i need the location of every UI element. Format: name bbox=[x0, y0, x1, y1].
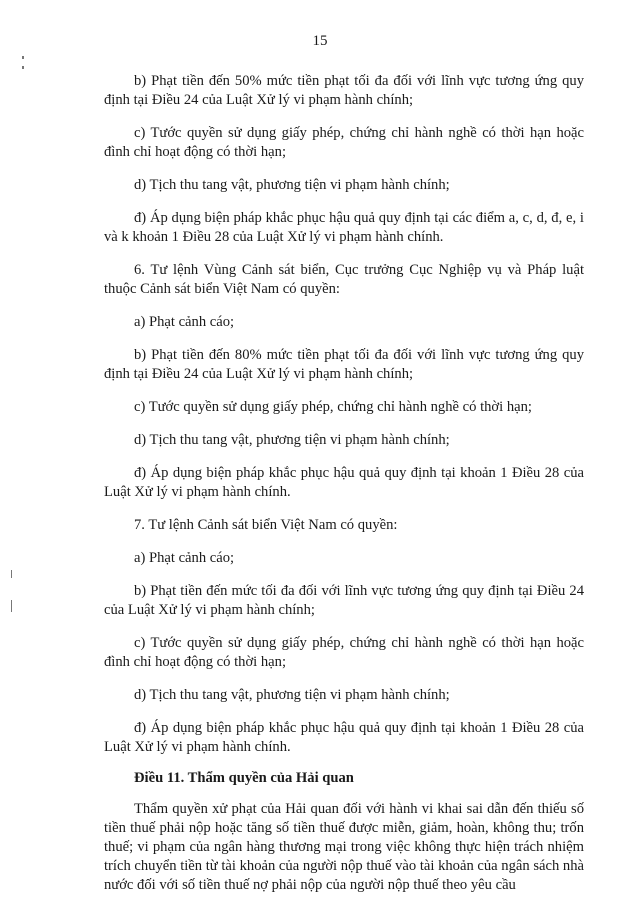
paragraph: d) Tịch thu tang vật, phương tiện vi phạm hành chính; bbox=[134, 687, 450, 703]
paragraph: c) Tước quyền sử dụng giấy phép, chứng chỉ hành nghề có thời hạn hoặc đình chỉ hoạt động có thời hạn; bbox=[104, 635, 584, 670]
paragraph: 7. Tư lệnh Cảnh sát biển Việt Nam có quyền: bbox=[134, 517, 398, 533]
paragraph: b) Phạt tiền đến 80% mức tiền phạt tối đa đối với lĩnh vực tương ứng quy định tại Điều 24 của Luật Xử lý vi phạm hành chính; bbox=[104, 347, 584, 382]
paragraph: c) Tước quyền sử dụng giấy phép, chứng chỉ hành nghề có thời hạn hoặc đình chỉ hoạt động có thời hạn; bbox=[104, 125, 584, 160]
paragraph: đ) Áp dụng biện pháp khắc phục hậu quả quy định tại khoản 1 Điều 28 của Luật Xử lý vi phạm hành chính. bbox=[104, 720, 584, 755]
article-heading: Điều 11. Thẩm quyền của Hải quan bbox=[134, 770, 354, 786]
paragraph: a) Phạt cảnh cáo; bbox=[134, 314, 235, 330]
paragraph: đ) Áp dụng biện pháp khắc phục hậu quả quy định tại các điểm a, c, d, đ, e, i và k khoản 1 Điều 28 của Luật Xử lý vi phạm hành chính. bbox=[104, 210, 584, 245]
paragraph: c) Tước quyền sử dụng giấy phép, chứng chỉ hành nghề có thời hạn; bbox=[134, 399, 532, 415]
paragraph: 6. Tư lệnh Vùng Cảnh sát biển, Cục trưởng Cục Nghiệp vụ và Pháp luật thuộc Cảnh sát biển Việt Nam có quyền: bbox=[104, 262, 584, 297]
paragraph: đ) Áp dụng biện pháp khắc phục hậu quả quy định tại khoản 1 Điều 28 của Luật Xử lý vi phạm hành chính. bbox=[104, 465, 584, 500]
scan-speck bbox=[11, 570, 12, 578]
scan-speck bbox=[22, 66, 24, 69]
paragraph: a) Phạt cảnh cáo; bbox=[134, 550, 235, 566]
page-number: 15 bbox=[312, 33, 328, 49]
paragraph: b) Phạt tiền đến 50% mức tiền phạt tối đa đối với lĩnh vực tương ứng quy định tại Điều 24 của Luật Xử lý vi phạm hành chính; bbox=[104, 73, 584, 108]
paragraph: d) Tịch thu tang vật, phương tiện vi phạm hành chính; bbox=[134, 177, 450, 193]
scan-speck bbox=[22, 56, 24, 59]
paragraph: b) Phạt tiền đến mức tối đa đối với lĩnh vực tương ứng quy định tại Điều 24 của Luật Xử lý vi phạm hành chính; bbox=[104, 583, 584, 618]
scan-speck bbox=[11, 600, 12, 612]
paragraph: Thẩm quyền xử phạt của Hải quan đối với hành vi khai sai dẫn đến thiếu số tiền thuế phải nộp hoặc tăng số tiền thuế được miễn, giảm, hoàn, không thu; trốn thuế; vi phạm của ngân hàng thương mại trong việc không thực hiện trách nhiệm trích chuyển tiền từ tài khoản của người nộp thuế vào tài khoản của ngân sách nhà nước đối với số tiền thuế nợ phải nộp của người nộp thuế theo yêu cầu bbox=[104, 801, 584, 893]
paragraph: d) Tịch thu tang vật, phương tiện vi phạm hành chính; bbox=[134, 432, 450, 448]
document-body bbox=[104, 72, 584, 909]
